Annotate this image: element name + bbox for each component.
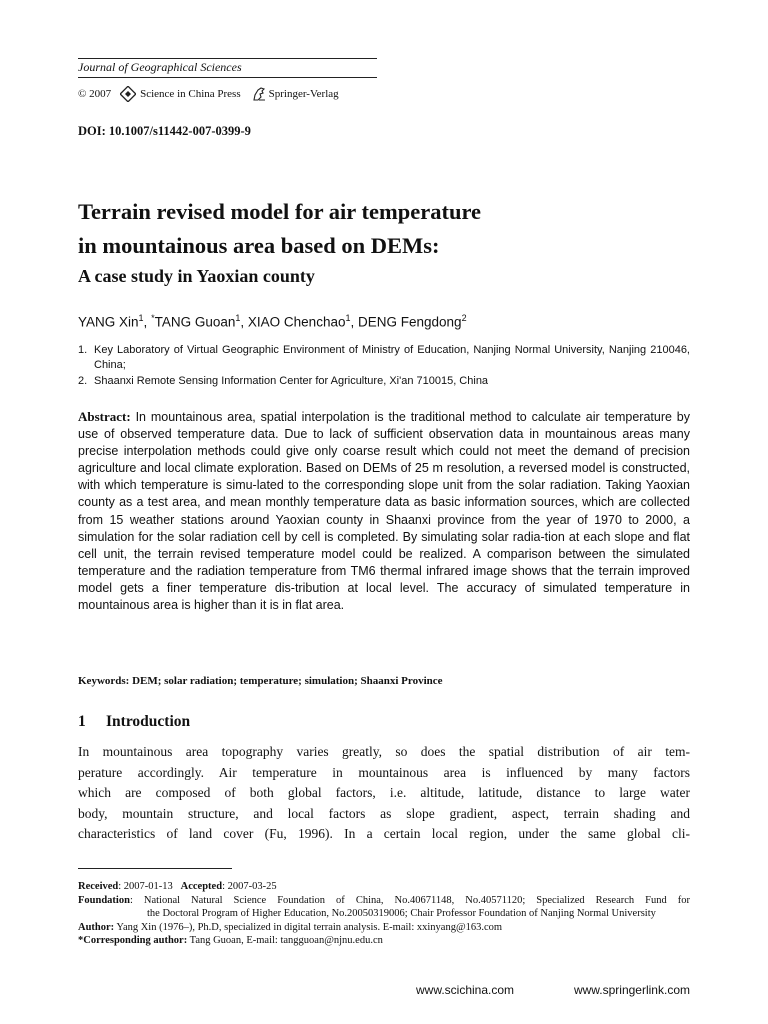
author-name: DENG Fengdong	[358, 314, 462, 330]
author-name: XIAO Chenchao	[247, 314, 346, 330]
section-number: 1	[78, 713, 86, 730]
corresponding-author-info: Tang Guoan, E-mail: tangguoan@njnu.edu.cn	[187, 935, 383, 947]
author-separator: ,	[143, 314, 152, 330]
author-affiliation-mark: 2	[461, 313, 467, 323]
affiliation-number: 2.	[78, 375, 88, 387]
publisher-science-in-china: Science in China Press	[140, 88, 241, 100]
foundation-label: Foundation	[78, 894, 130, 906]
received-date: : 2007-01-13	[118, 881, 173, 892]
abstract-text: In mountainous area, spatial interpolation is the traditional method to calculate air temperature by use of observed temperature data. Due to lack of sufficient observation data in mountainous areas many precise interpolation methods could give only coarse result which could not meet the demand of precision agriculture and local climate exploration. Based on DEMs of 25 m resolution, a reversed model is constructed, with which temperature is simu-lated to the corresponding slope unit from the solar radiation. Taking Yaoxian county as a test area, and mean monthly temperature data as basic information sources, which are collected from 15 weather stations around Yaoxian county in Shaanxi province from the year of 1970 to 2000, a simulation for the solar radiation cell by cell is completed. By simulating solar radia-tion at each slope and flat cell unit, the terrain revised temperature model could be realized. A comparison between the simulated temperature and the radiation temperature from TM6 thermal infrared image shows that the terrain improved model gets a finer temperature dis-tribution at local level. The accuracy of simulated temperature in mountainous area is higher than it is in flat area.	[78, 410, 690, 613]
corresponding-author-label: *Corresponding author:	[78, 935, 188, 947]
footnote-foundation	[78, 894, 690, 908]
paragraph-line: which are composed of both global factors, i.e. altitude, latitude, distance to large water	[78, 785, 690, 801]
author-separator: ,	[350, 314, 358, 330]
author-info: Yang Xin (1976–), Ph.D, specialized in digital terrain analysis. E-mail: xxinyang@163.com	[114, 921, 503, 933]
url-scichina[interactable]: www.scichina.com	[416, 983, 515, 997]
introduction-paragraph	[78, 742, 690, 845]
header-rule-bottom	[78, 77, 377, 78]
affiliation-text: Shaanxi Remote Sensing Information Center for Agriculture, Xi'an 710015, China	[94, 375, 489, 387]
author-affiliation-mark: 1	[345, 313, 351, 323]
doi: DOI: 10.1007/s11442-007-0399-9	[78, 124, 251, 138]
affiliation-text: Key Laboratory of Virtual Geographic Environment of Ministry of Education, Nanjing Normal University, Nanjing 210046, China;	[94, 344, 690, 371]
foundation-text: : National Natural Science Foundation of China, No.40671148, No.40571120; Specialized Research Fund for	[129, 894, 690, 906]
copyright: © 2007	[78, 88, 112, 100]
section-title: Introduction	[106, 713, 191, 730]
footnote-rule	[78, 868, 232, 869]
paragraph-line: characteristics of land cover (Fu, 1996). In a certain local region, under the same global cli-	[78, 826, 690, 842]
abstract-label: Abstract:	[78, 409, 131, 424]
affiliation-1	[78, 343, 690, 373]
paragraph-line: body, mountain structure, and local factors as slope gradient, aspect, terrain shading and	[78, 805, 690, 821]
accepted-label: Accepted	[180, 881, 223, 892]
author-name: TANG Guoan	[154, 314, 236, 330]
section-heading	[78, 713, 190, 731]
paper-title-line-2: in mountainous area based on DEMs:	[78, 233, 440, 258]
author-list	[78, 313, 467, 330]
author-label: Author:	[78, 921, 115, 933]
publisher-row	[78, 86, 339, 102]
paper-subtitle: A case study in Yaoxian county	[78, 266, 315, 286]
url-springerlink[interactable]: www.springerlink.com	[573, 983, 690, 997]
keywords: Keywords: DEM; solar radiation; temperature; simulation; Shaanxi Province	[78, 675, 443, 687]
paper-title-line-1: Terrain revised model for air temperature	[78, 199, 482, 224]
footnote-dates	[78, 880, 690, 894]
footnotes	[78, 880, 690, 948]
author-affiliation-mark: 1	[138, 313, 144, 323]
footnote-corresponding-author	[78, 934, 690, 948]
received-label: Received	[78, 881, 119, 892]
affiliation-number: 1.	[78, 344, 88, 356]
accepted-date: : 2007-03-25	[222, 881, 277, 892]
abstract	[78, 408, 690, 614]
science-in-china-logo-icon	[120, 86, 136, 102]
footer-urls	[416, 983, 690, 997]
author-prefix: *	[151, 313, 155, 323]
paragraph-line: In mountainous area topography varies greatly, so does the spatial distribution of air tem-	[78, 744, 690, 759]
author-affiliation-mark: 1	[235, 313, 241, 323]
author-name: YANG Xin	[78, 314, 139, 330]
foundation-text-continued: the Doctoral Program of Higher Education, No.20050319006; Chair Professor Foundation of Nanjing Normal University	[147, 908, 656, 920]
author-separator: ,	[240, 314, 248, 330]
header-rule-top	[78, 58, 377, 59]
springer-horse-logo-icon	[251, 86, 267, 102]
journal-name: Journal of Geographical Sciences	[78, 60, 242, 74]
paragraph-line: perature accordingly. Air temperature in mountainous area is influenced by many factors	[78, 764, 690, 780]
affiliation-2	[78, 374, 690, 389]
footnote-author	[78, 921, 690, 935]
publisher-springer: Springer-Verlag	[268, 88, 339, 100]
